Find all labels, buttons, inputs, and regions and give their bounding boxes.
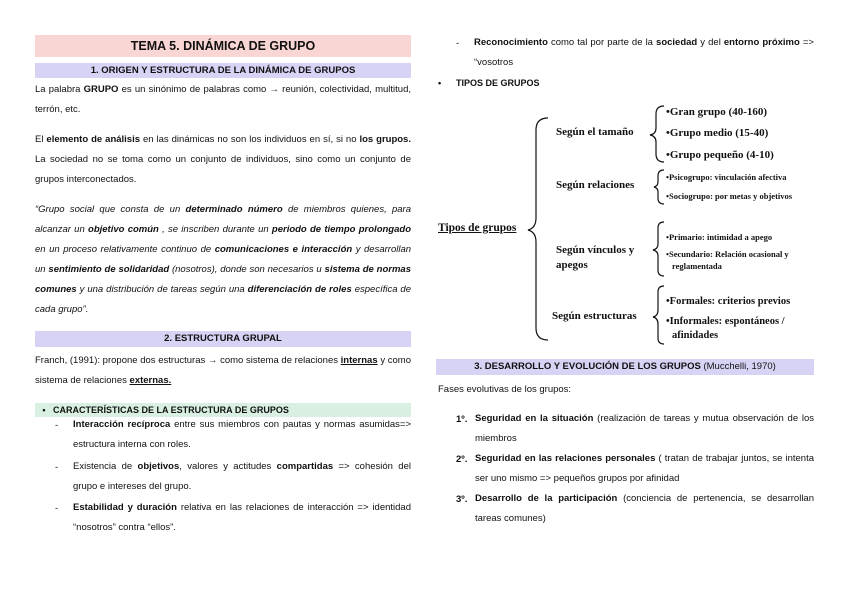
branch-relaciones: Según relaciones	[556, 179, 635, 191]
tamano-item-3: •Grupo pequeño (4-10)	[666, 149, 774, 161]
paragraph-grupo: La palabra GRUPO es un sinónimo de palabras como → reunión, colectividad, multitud, terrón, etc.	[35, 84, 412, 115]
estructuras-item-1: •Formales: criterios previos	[666, 296, 791, 307]
brace-estructuras	[653, 286, 664, 344]
tipos-grupos-diagram	[436, 98, 818, 350]
dash-icon: -	[456, 38, 460, 49]
section-heading-3: 3. DESARROLLO Y EVOLUCIÓN DE LOS GRUPOS (Mucchelli, 1970)	[436, 359, 814, 375]
relaciones-item-1: •Psicogrupo: vinculación afectiva	[666, 172, 787, 182]
dash-icon: -	[55, 462, 59, 473]
branch-vinculos-l1: Según vínculos y	[556, 244, 635, 256]
list-item-objetivos: Existencia de objetivos, valores y actitudes compartidas => cohesión del grupo e intereses del grupo.	[73, 461, 411, 492]
list-item-interaccion: Interacción recíproca entre sus miembros con pautas y normas asumidas=> estructura interna con roles.	[73, 419, 411, 450]
brace-relaciones	[654, 170, 664, 204]
list-item-reconocimiento: Reconocimiento como tal por parte de la sociedad y del entorno próximo => “vosotros	[474, 37, 814, 68]
branch-vinculos-l2: apegos	[556, 259, 588, 271]
estructuras-item-2-l1: •Informales: espontáneos /	[666, 316, 785, 327]
brace-tamano	[650, 106, 664, 162]
paragraph-elemento-analisis: El elemento de análisis en las dinámicas no son los individuos en sí, si no los grupos. La sociedad no se toma como un conjunto de individuos, sino como un conjunto de grupos interconectados.	[35, 134, 411, 185]
vinculos-item-2-l1: •Secundario: Relación ocasional y	[666, 249, 789, 259]
fase-1: Seguridad en la situación (realización de tareas y mutua observación de los miembros	[475, 413, 814, 444]
section-heading-2: 2. ESTRUCTURA GRUPAL	[35, 331, 411, 347]
tamano-item-1: •Gran grupo (40-160)	[666, 106, 768, 118]
fases-intro: Fases evolutivas de los grupos:	[438, 384, 572, 395]
paragraph-franch: Franch, (1991): propone dos estructuras → como sistema de relaciones internas y como sistema de relaciones externas.	[35, 355, 411, 386]
dash-icon: -	[55, 503, 59, 514]
brace-vinculos	[653, 222, 664, 276]
bullet-tipos-grupos: • TIPOS DE GRUPOS	[438, 78, 540, 88]
tamano-item-2: •Grupo medio (15-40)	[666, 127, 769, 139]
estructuras-item-2-l2: afinidades	[672, 330, 719, 341]
diagram-root: Tipos de grupos	[438, 222, 517, 234]
fase-1-number: 1º.	[456, 414, 468, 425]
fase-3-number: 3º.	[456, 494, 468, 505]
vinculos-item-2-l2: reglamentada	[672, 261, 722, 271]
vinculos-item-1: •Primario: intimidad a apego	[666, 232, 773, 242]
bullet-icon: •	[438, 78, 442, 88]
bullet-icon: •	[42, 405, 46, 415]
bullet-heading-caracteristicas: • CARACTERÍSTICAS DE LA ESTRUCTURA DE GRUPOS	[35, 403, 411, 417]
dash-icon: -	[55, 420, 59, 431]
relaciones-item-2: •Sociogrupo: por metas y objetivos	[666, 191, 793, 201]
branch-estructuras: Según estructuras	[552, 310, 637, 322]
fase-3: Desarrollo de la participación (conciencia de pertenencia, se desarrollan tareas comunes)	[475, 493, 815, 524]
list-item-estabilidad: Estabilidad y duración relativa en las relaciones de interacción => identidad “nosotros” contra “ellos”.	[73, 502, 411, 533]
quote-definition: “Grupo social que consta de un determinado número de miembros quienes, para alcanzar un objetivo común , se inscriben durante un periodo de tiempo prolongado en un proceso relativamente continuo de comunicaciones e interacción y desarrollan un sentimiento de solidaridad (nosotros), donde son necesarios u sistema de normas comunes y una distribución de tareas según una diferenciación de roles específica de cada grupo”.	[35, 204, 412, 315]
main-brace	[528, 118, 548, 340]
fase-2: Seguridad en las relaciones personales ( tratan de trabajar juntos, se intenta ser uno mismo => pequeños grupos por afinidad	[475, 453, 814, 484]
section-heading-1: 1. ORIGEN Y ESTRUCTURA DE LA DINÁMICA DE GRUPOS	[35, 63, 411, 78]
page-title: TEMA 5. DINÁMICA DE GRUPO	[35, 35, 411, 57]
branch-tamano: Según el tamaño	[556, 126, 634, 138]
fase-2-number: 2º.	[456, 454, 468, 465]
